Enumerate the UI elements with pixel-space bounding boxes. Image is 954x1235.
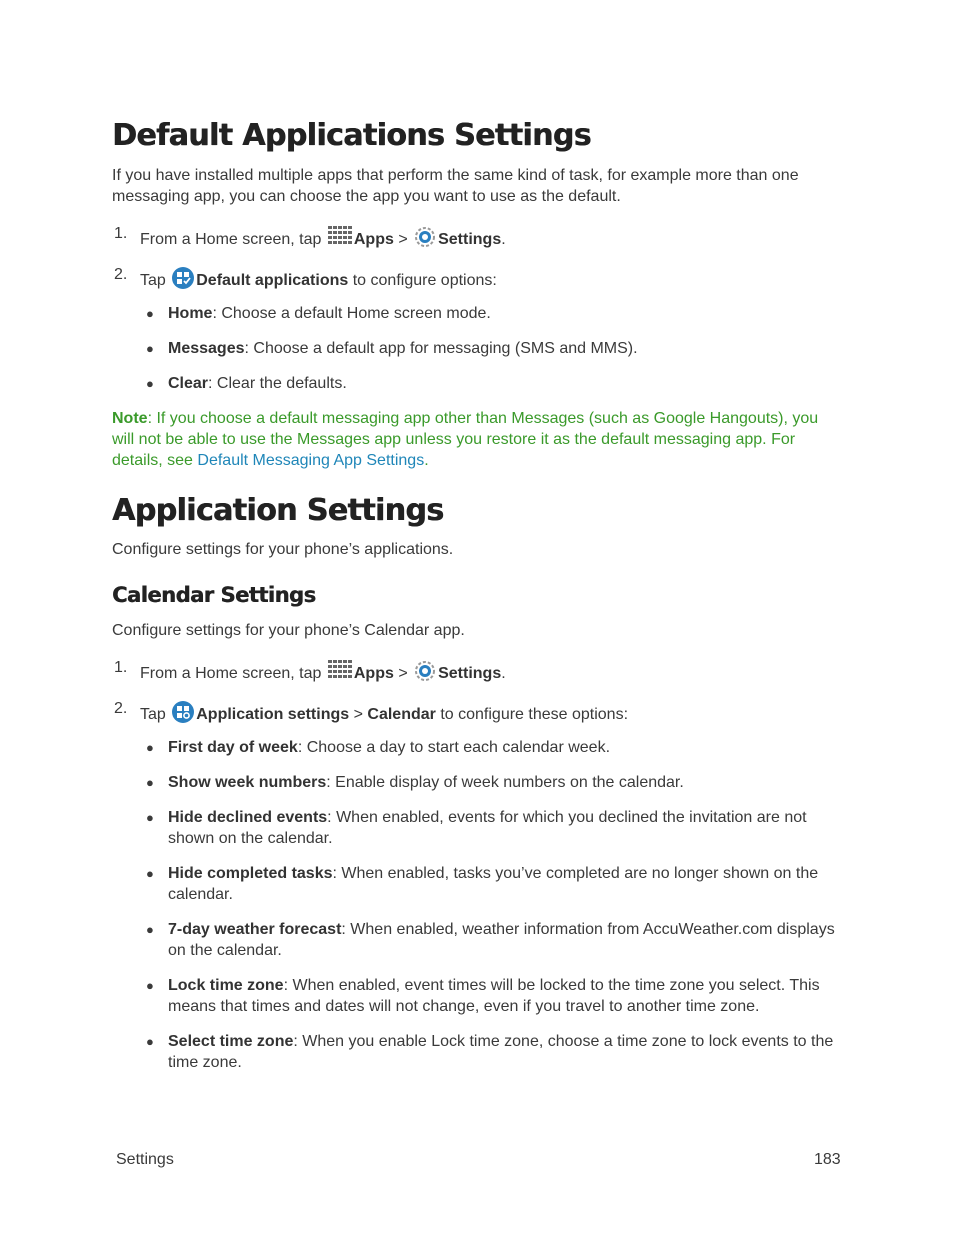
list-item: ● Lock time zone: When enabled, event times will be locked to the time zone you select. This means that times and dates will not change, even if you travel to another time zone. [146, 977, 820, 1015]
list-item: ● Clear: Clear the defaults. [146, 375, 347, 392]
list-item: ● Home: Choose a default Home screen mode. [146, 305, 491, 322]
intro-calendar-settings: Configure settings for your phone’s Calendar app. [112, 622, 465, 639]
list-item: ● 7-day weather forecast: When enabled, weather information from AccuWeather.com displays on the calendar. [146, 921, 835, 959]
default-messaging-link[interactable]: Default Messaging App Settings [197, 452, 425, 469]
list-item: ● First day of week: Choose a day to start each calendar week. [146, 739, 611, 756]
list-item: ● Select time zone: When you enable Lock time zone, choose a time zone to lock events to the time zone. [146, 1033, 834, 1071]
default-apps-icon [172, 267, 194, 297]
note-paragraph: Note: If you choose a default messaging app other than Messages (such as Google Hangouts), you will not be able to use the Messages app unless you restore it as the default messaging app. For details, see Default Messaging App Settings. [112, 410, 819, 469]
subsection-title-calendar-settings: Calendar Settings [112, 583, 316, 607]
list-item: ● Messages: Choose a default app for messaging (SMS and MMS). [146, 340, 638, 357]
list-item: ● Show week numbers: Enable display of week numbers on the calendar. [146, 774, 684, 791]
settings-gear-icon [414, 660, 436, 690]
apps-grid-icon [328, 226, 352, 256]
footer-section-name: Settings [116, 1151, 174, 1168]
footer-page-number: 183 [814, 1151, 841, 1168]
application-settings-icon [172, 701, 194, 731]
apps-grid-icon [328, 660, 352, 690]
intro-default-applications: If you have installed multiple apps that perform the same kind of task, for example more than one messaging app, you can choose the app you want to use as the default. [112, 167, 799, 205]
section-title-application-settings: Application Settings [112, 493, 444, 528]
list-item: ● Hide declined events: When enabled, events for which you declined the invitation are not shown on the calendar. [146, 809, 807, 847]
settings-gear-icon [414, 226, 436, 256]
section-title-default-applications: Default Applications Settings [112, 118, 591, 153]
intro-application-settings: Configure settings for your phone’s applications. [112, 541, 454, 558]
list-item: ● Hide completed tasks: When enabled, tasks you’ve completed are no longer shown on the calendar. [146, 865, 819, 903]
